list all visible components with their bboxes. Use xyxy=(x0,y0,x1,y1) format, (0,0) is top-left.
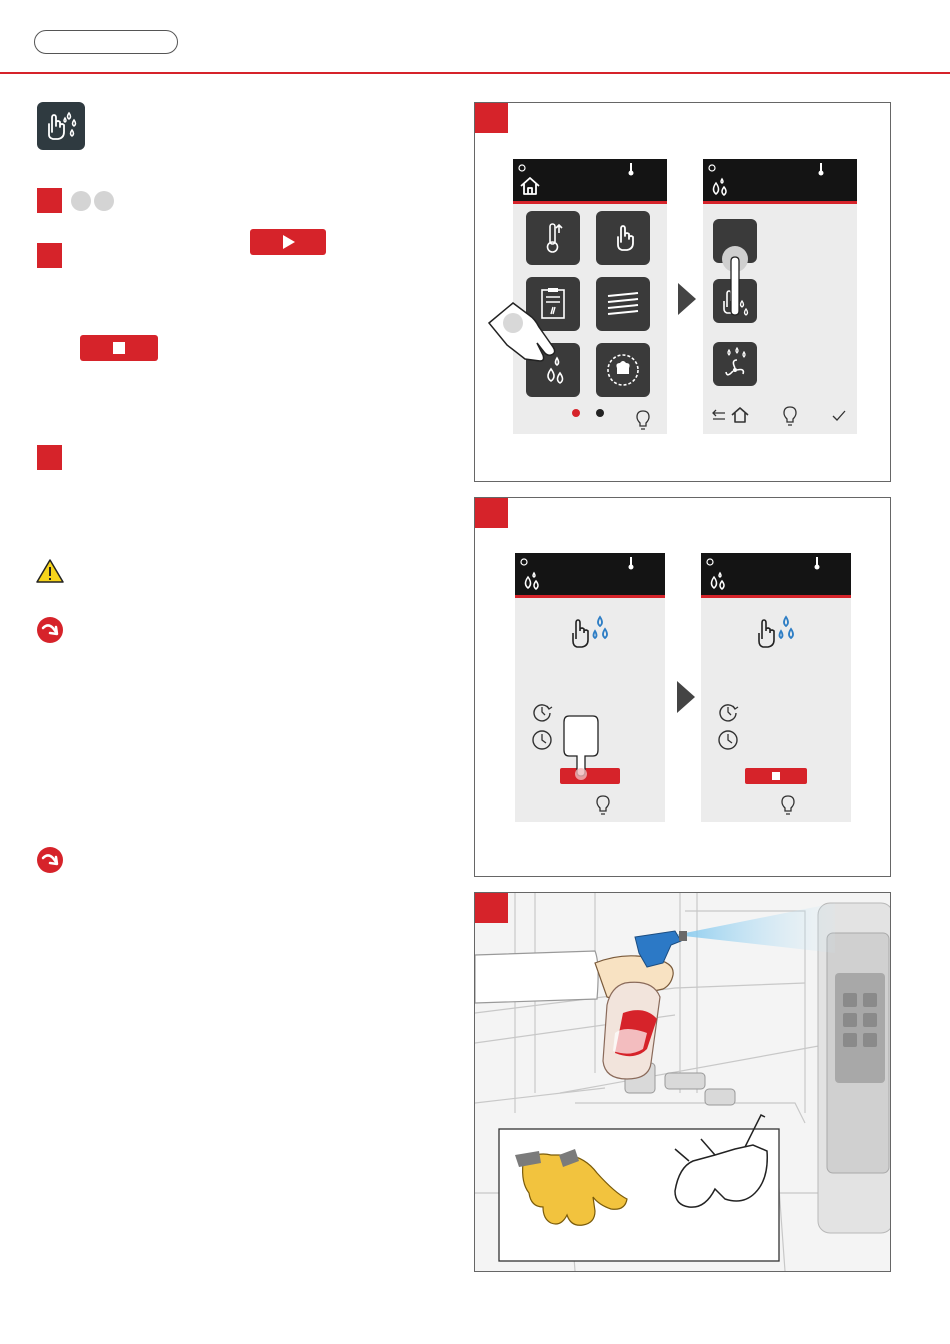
timer-icon xyxy=(518,164,526,172)
thermometer-icon xyxy=(627,556,635,570)
hand-icon xyxy=(596,211,650,265)
chef-tile[interactable] xyxy=(596,343,650,397)
step-marker-1 xyxy=(37,188,62,213)
timer-icon xyxy=(706,558,714,566)
rinse-running-screen xyxy=(701,553,851,822)
rinse-stop-button[interactable] xyxy=(745,768,807,784)
layers-icon xyxy=(596,277,650,331)
home-screen-header xyxy=(513,159,667,204)
cleaning-screen xyxy=(703,159,857,434)
lightbulb-icon[interactable] xyxy=(782,405,798,427)
step-dot-2 xyxy=(94,191,114,211)
panel-3-tag xyxy=(475,893,508,923)
lightbulb-icon[interactable] xyxy=(595,794,611,816)
spray-cleaning-illustration xyxy=(475,893,890,1271)
clock-icon xyxy=(717,729,739,751)
water-drops-icon xyxy=(709,177,731,197)
page-indicator[interactable] xyxy=(596,409,604,417)
next-arrow xyxy=(678,283,696,315)
rinse-running-header xyxy=(701,553,851,598)
fan-cleaning-tile[interactable] xyxy=(713,342,757,386)
thermometer-icon xyxy=(817,162,825,176)
manual-tile[interactable] xyxy=(596,211,650,265)
note-arrow-icon-2 xyxy=(36,846,64,874)
stop-icon xyxy=(772,772,780,780)
water-drops-icon xyxy=(521,571,543,591)
fan-drops-icon xyxy=(713,342,757,386)
clock-icon xyxy=(531,729,553,751)
next-arrow xyxy=(677,681,695,713)
hand-water-drops-icon xyxy=(753,611,801,655)
panel-2-tag xyxy=(475,498,508,528)
stop-button[interactable] xyxy=(80,335,158,361)
start-button[interactable] xyxy=(250,229,326,255)
stop-icon xyxy=(113,342,125,354)
thermometer-icon xyxy=(813,556,821,570)
thermometer-arrow-icon xyxy=(526,211,580,265)
panel-3 xyxy=(474,892,891,1272)
hand-water-drops-icon xyxy=(567,611,615,655)
step-dot-1 xyxy=(71,191,91,211)
warning-triangle-icon xyxy=(36,558,64,584)
note-arrow-icon-1 xyxy=(36,616,64,644)
play-icon xyxy=(279,233,297,251)
panel-2 xyxy=(474,497,891,877)
lightbulb-icon[interactable] xyxy=(635,409,651,431)
time-remaining-icon xyxy=(531,701,553,723)
panel-1-tag xyxy=(475,103,508,133)
home-screen xyxy=(513,159,667,434)
back-arrow-icon[interactable] xyxy=(709,409,727,423)
panel-1 xyxy=(474,102,891,482)
water-drops-icon xyxy=(707,571,729,591)
rinse-start-screen xyxy=(515,553,665,822)
step-marker-3 xyxy=(37,445,62,470)
pointing-hand-icon xyxy=(485,301,565,373)
rinse-start-header xyxy=(515,553,665,598)
header-tab xyxy=(34,30,178,54)
step-marker-2 xyxy=(37,243,62,268)
confirm-check-icon[interactable] xyxy=(831,409,847,423)
tapping-finger-icon xyxy=(717,241,753,323)
trays-tile[interactable] xyxy=(596,277,650,331)
home-icon[interactable] xyxy=(519,176,541,196)
page-indicator-active[interactable] xyxy=(572,409,580,417)
chef-hat-icon xyxy=(596,343,650,397)
rinse-program-icon xyxy=(37,102,85,150)
temperature-tile[interactable] xyxy=(526,211,580,265)
timer-icon xyxy=(520,558,528,566)
lightbulb-icon[interactable] xyxy=(780,794,796,816)
cleaning-screen-header xyxy=(703,159,857,204)
home-icon[interactable] xyxy=(731,407,749,423)
timer-icon xyxy=(708,164,716,172)
header-divider xyxy=(0,72,950,74)
thermometer-icon xyxy=(627,162,635,176)
time-remaining-icon xyxy=(717,701,739,723)
tapping-hand-icon xyxy=(561,710,601,782)
